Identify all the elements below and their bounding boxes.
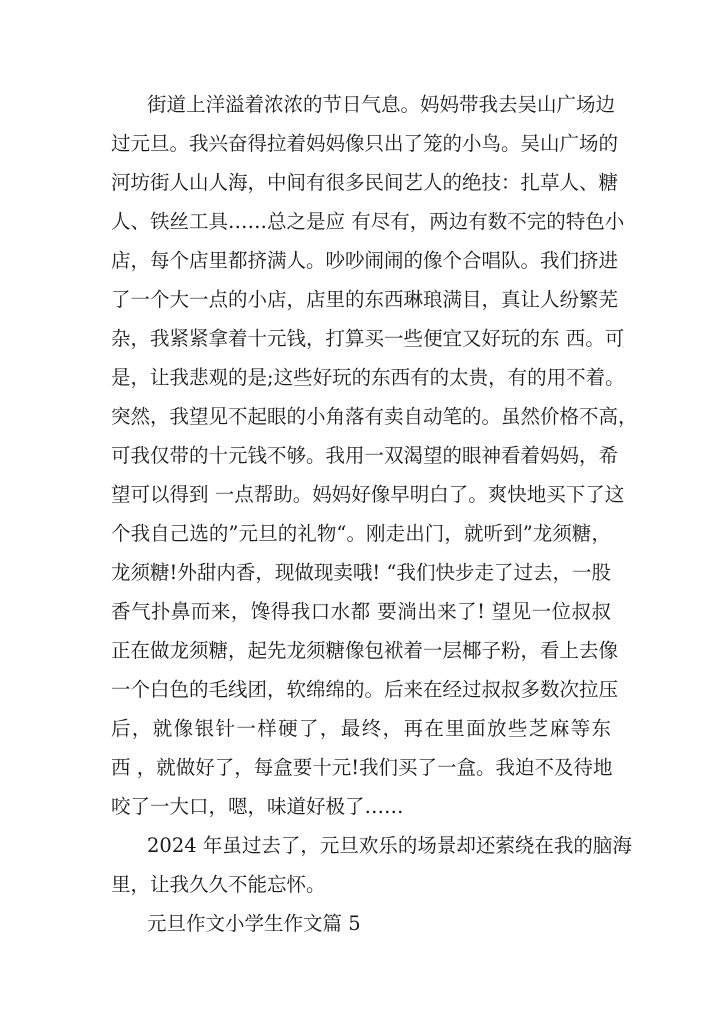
paragraph-line: 过元旦。我兴奋得拉着妈妈像只出了笼的小鸟。吴山广场的 bbox=[111, 132, 619, 155]
paragraph-line: 人、铁丝工具……总之是应 有尽有，两边有数不完的特色小 bbox=[111, 210, 625, 233]
paragraph-line: 可我仅带的十元钱不够。我用一双渴望的眼神看着妈妈，希 bbox=[111, 444, 619, 467]
paragraph-line: 咬了一大口，嗯，味道好极了…… bbox=[111, 795, 404, 818]
paragraph-line: 店，每个店里都挤满人。吵吵闹闹的像个合唱队。我们挤进 bbox=[111, 249, 619, 272]
paragraph-line: 正在做龙须糖，起先龙须糖像包袱着一层椰子粉，看上去像 bbox=[111, 639, 619, 662]
section-heading: 元旦作文小学生作文篇 5 bbox=[147, 912, 361, 935]
paragraph-line: 望可以得到 一点帮助。妈妈好像早明白了。爽快地买下了这 bbox=[111, 483, 625, 506]
paragraph-line: 一个白色的毛线团，软绵绵的。后来在经过叔叔多数次拉压 bbox=[111, 678, 619, 701]
paragraph-line: 后，就像银针一样硬了，最终，再在里面放些芝麻等东 bbox=[111, 717, 611, 740]
paragraph-line: 杂，我紧紧拿着十元钱，打算买一些便宜又好玩的东 西。可 bbox=[111, 327, 625, 350]
paragraph-line: 突然，我望见不起眼的小角落有卖自动笔的。虽然价格不高， bbox=[111, 405, 638, 428]
paragraph-line: 个我自己选的”元旦的礼物“。刚走出门，就听到”龙须糖， bbox=[111, 522, 611, 545]
paragraph-line: 2024 年虽过去了，元旦欢乐的场景却还萦绕在我的脑海 bbox=[147, 834, 632, 857]
paragraph-line: 里，让我久久不能忘怀。 bbox=[111, 873, 326, 896]
paragraph-line: 西 ，就做好了，每盒要十元!我们买了一盒。我迫不及待地 bbox=[111, 756, 613, 779]
paragraph-line: 龙须糖!外甜内香，现做现卖哦! “我们快步走了过去，一股 bbox=[111, 561, 611, 584]
paragraph-line: 河坊街人山人海，中间有很多民间艺人的绝技：扎草人、糖 bbox=[111, 171, 619, 194]
paragraph-line: 了一个大一点的小店，店里的东西琳琅满目，真让人纷繁芜 bbox=[111, 288, 619, 311]
paragraph-line: 街道上洋溢着浓浓的节日气息。妈妈带我去吴山广场边 bbox=[147, 93, 616, 116]
paragraph-line: 香气扑鼻而来，馋得我口水都 要淌出来了! 望见一位叔叔 bbox=[111, 600, 611, 623]
paragraph-line: 是，让我悲观的是;这些好玩的东西有的太贵，有的用不着。 bbox=[111, 366, 625, 389]
